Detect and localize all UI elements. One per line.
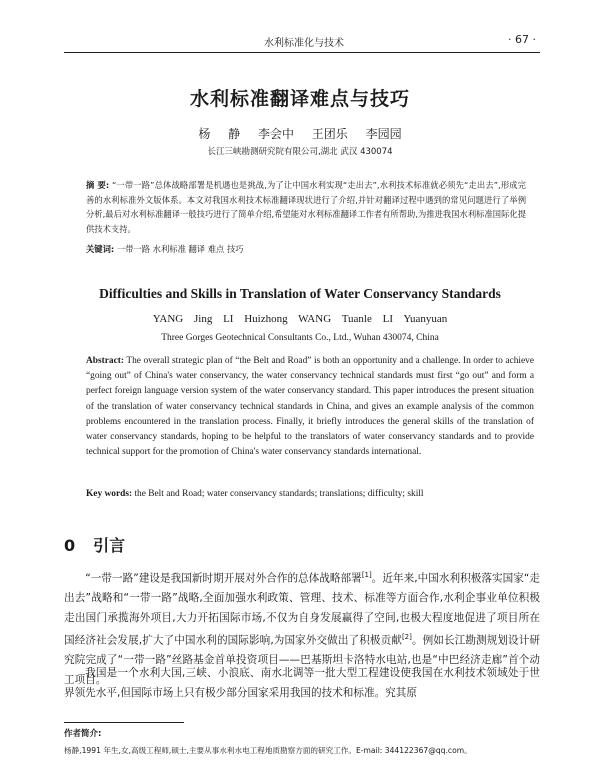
body-paragraph-2: 我国是一个水利大国,三峡、小浪底、南水北调等一批大型工程建设使我国在水利技术领域处于世界领先水平,但国际市场上只有极少部分国家采用我国的技术和标准。究其原 (64, 667, 540, 699)
authors-cn: 杨 静 李会中 王团乐 李园园 (198, 127, 402, 141)
section-heading (64, 533, 125, 556)
para1-text-c: 。例如长江勘测规划设计研究院完成了“一带一路”丝路基金首单投资项目——巴基斯坦卡洛特水电站,也是“中巴经济走廊”首个动工项目。 (64, 634, 541, 687)
keywords-en-text: the Belt and Road; water conservancy standards; translations; difficulty; skill (134, 489, 424, 499)
keywords-cn-label: 关键词: (86, 244, 115, 254)
para1-text-a: “一带一路”建设是我国新时期开展对外合作的总体战略部署 (85, 572, 362, 585)
abstract-en-label: Abstract: (86, 356, 125, 366)
abstract-cn (86, 178, 526, 236)
journal-name: 水利标准化与技术 (264, 38, 344, 49)
authors-en: YANG Jing LI Huizhong WANG Tuanle LI Yuanyuan (152, 313, 448, 325)
keywords-en (86, 489, 534, 499)
section-number: 0 (64, 536, 76, 555)
citation-1[interactable]: [1] (361, 571, 372, 579)
running-header (64, 32, 540, 53)
para1-text-b: 。近年来,中国水利积极落实国家“走出去”战略和“一带一路”战略,全面加强水利政策、管理、技术、标准等方面合作,水利企事业单位积极走出国门承揽海外项目,大力开拓国际市场,不仅为自身发展赢得了空间,也极大程度地促进了项目所在国经济社会发展,扩大了中国水利的国际影响,为国家外交做出了积极贡献 (64, 572, 540, 647)
footnote-text: 杨静,1991 年生,女,高级工程师,硕士,主要从事水利水电工程地质勘察方面的研究工作。E-mail: 344122367@qq.com。 (64, 746, 472, 755)
citation-2[interactable]: [2] (401, 633, 412, 642)
keywords-cn-text: 一带一路 水利标准 翻译 难点 技巧 (116, 244, 244, 254)
header-rule-left (64, 52, 124, 53)
footnote-label: 作者简介: (64, 729, 102, 739)
keywords-en-label: Key words: (86, 489, 133, 499)
page-number: · 67 · (508, 33, 536, 46)
affiliation-cn: 长江三峡勘测研究院有限公司,湖北 武汉 430074 (207, 147, 393, 157)
abstract-en (86, 354, 534, 460)
keywords-cn (86, 243, 526, 255)
abstract-en-text: The overall strategic plan of “the Belt and Road” is both an opportunity and a challenge. In order to achieve “going out” of China's water conservancy, the water conservancy technical standards must first “go out” and form a perfect foreign language version system of the water conservancy standard. This paper introduces the present situation of the translation of water conservancy technical standards in China, and gives an example analysis of the common problems encountered in the translation process. Finally, it briefly introduces the general skills of the translation of water conservancy standards, hoping to be helpful to the translators of water conservancy standards and to provide technical support for the promotion of China's water conservancy standards international. (86, 356, 534, 458)
footnote-rule (64, 722, 184, 723)
affiliation-en: Three Gorges Geotechnical Consultants Co., Ltd., Wuhan 430074, China (161, 333, 439, 343)
section-title: 引言 (93, 536, 126, 555)
paper-title-cn: 水利标准翻译难点与技巧 (189, 88, 410, 110)
abstract-cn-label: 摘 要: (86, 180, 110, 190)
paper-title-en: Difficulties and Skills in Translation of Water Conservancy Standards (99, 286, 501, 301)
abstract-cn-text: “一带一路”总体战略部署是机遇也是挑战,为了让中国水利实现“走出去”,水利技术标准就必须先“走出去”,形成完善的水利标准外文版体系。本文对我国水利技术标准翻译现状进行了介绍,并针对翻译过程中遇到的常见问题进行了举例分析,最后对水利标准翻译一般技巧进行了简单介绍,希望能对水利标准翻译工作者有所帮助,为推进我国水利标准国际化提供技术支持。 (86, 180, 526, 234)
